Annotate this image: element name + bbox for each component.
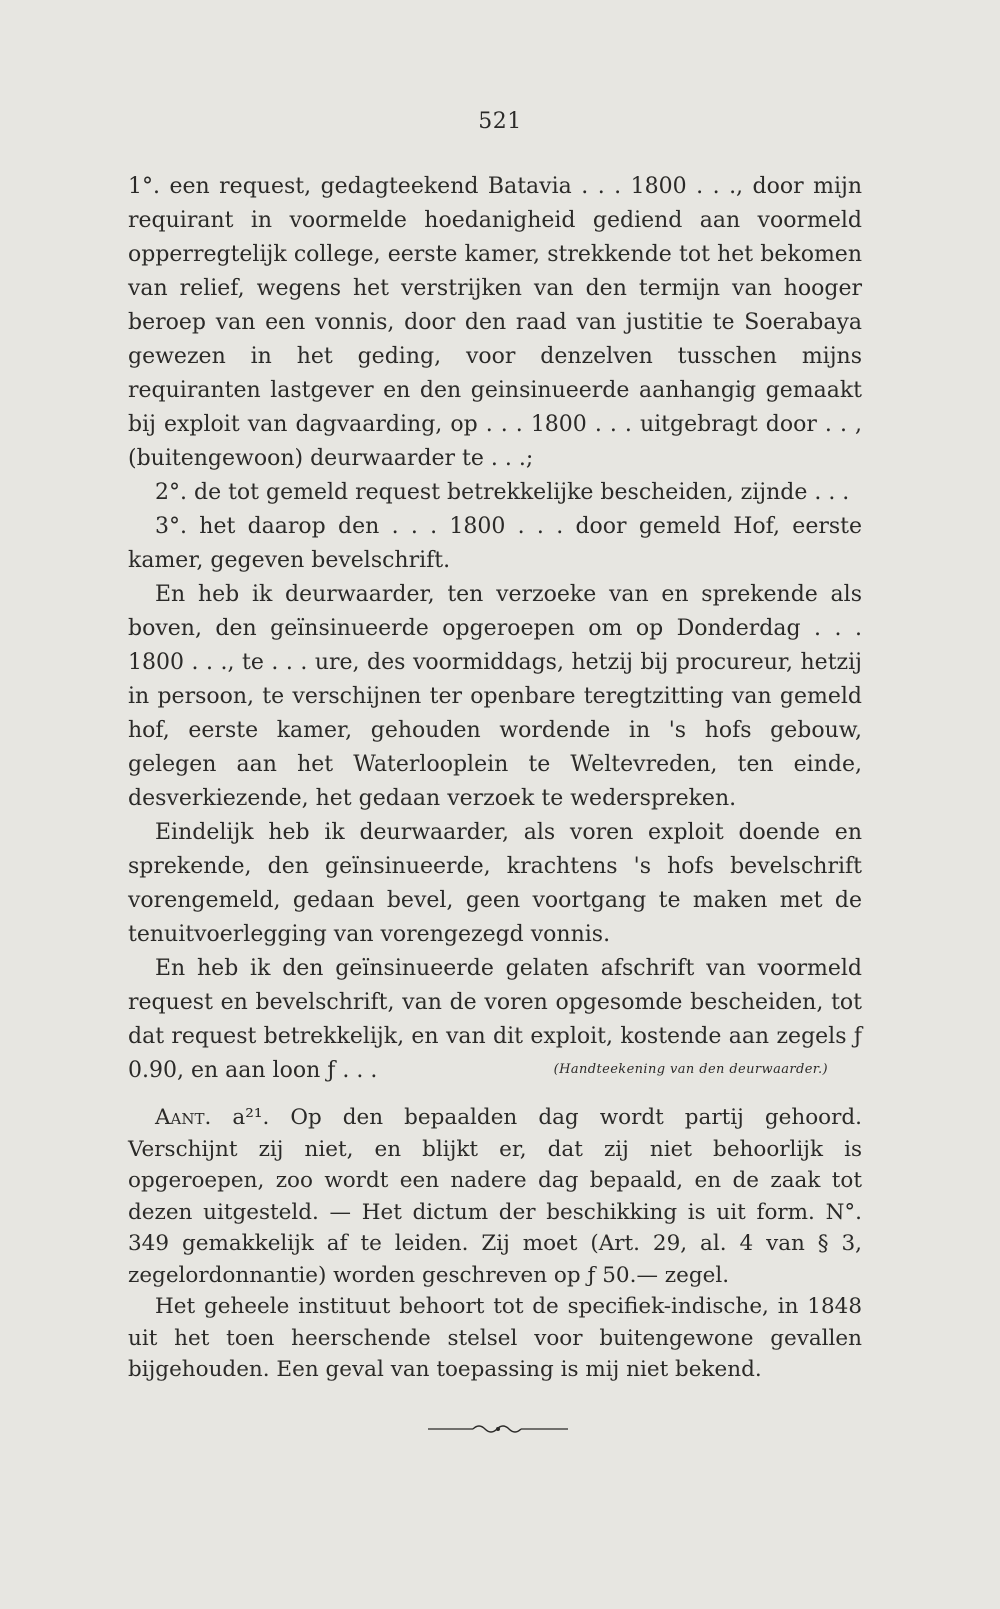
annotation-label: Aant.: [155, 1105, 212, 1130]
paragraph-order: Eindelijk heb ik deurwaarder, als voren exploit doende en sprekende, den geïnsinueerde, krachtens 's hofs bevelschrift vorengemeld, gedaan bevel, geen voortgang te maken met de tenuitvoerlegging van vorengezegd vonnis.: [128, 820, 862, 947]
annotation-paragraph-2: Het geheele instituut behoort tot de specifiek-indische, in 1848 uit het toen heerschende stelsel voor buitengewone gevallen bijgehouden. Een geval van toepassing is mij niet bekend.: [128, 1294, 862, 1382]
paragraph-item-1: 1°. een request, gedagteekend Batavia . . . 1800 . . ., door mijn requirant in voormelde hoedanigheid gediend aan voormeld opperregtelijk college, eerste kamer, strekkende tot het bekomen van relief, wegens het verstrijken van den termijn van hooger beroep van een vonnis, door den raad van justitie te Soerabaya gewezen in het geding, voor denzelven tusschen mijns requiranten lastgever en den geinsinueerde aanhangig gemaakt bij exploit van dagvaarding, op . . . 1800 . . . uitgebragt door . . , (buitengewoon) deurwaarder te . . .;: [128, 174, 862, 471]
signature-line: (Handteekening van den deurwaarder.): [553, 1062, 828, 1077]
paragraph-copy: En heb ik den geïnsinueerde gelaten afschrift van voormeld request en bevelschrift, van de voren opgesomde bescheiden, tot dat request betrekkelijk, en van dit exploit, kostende aan zegels ƒ 0.90, en aan loon ƒ . . .: [128, 956, 862, 1083]
body-text: [128, 170, 862, 1088]
annotation-ref: a²¹.: [232, 1105, 270, 1130]
paragraph-item-2: 2°. de tot gemeld request betrekkelijke bescheiden, zijnde . . .: [155, 480, 850, 505]
paragraph-item-3: 3°. het daarop den . . . 1800 . . . door gemeld Hof, eerste kamer, gegeven bevelschrift.: [128, 514, 862, 573]
annotation-block: [128, 1102, 862, 1386]
annotation-paragraph-1: [128, 1102, 862, 1291]
page-number: 521: [478, 109, 522, 134]
ornament-divider-icon: [428, 1422, 568, 1436]
paragraph-summons: En heb ik deurwaarder, ten verzoeke van en sprekende als boven, den geïnsinueerde opgeroepen om op Donderdag . . . 1800 . . ., te . . . ure, des voormiddags, hetzij bij procureur, hetzij in persoon, te verschijnen ter openbare teregtzitting van gemeld hof, eerste kamer, gehouden wordende in 's hofs gebouw, gelegen aan het Waterlooplein te Weltevreden, ten einde, desverkiezende, het gedaan verzoek te wederspreken.: [128, 582, 862, 811]
annotation-text: Op den bepaalden dag wordt partij gehoord. Verschijnt zij niet, en blijkt er, dat zij niet behoorlijk is opgeroepen, zoo wordt een nadere dag bepaald, en de zaak tot dezen uitgesteld. — Het dictum der beschikking is uit form. N°. 349 gemakkelijk af te leiden. Zij moet (Art. 29, al. 4 van § 3, zegelordonnantie) worden geschreven op ƒ 50.— zegel.: [128, 1105, 862, 1288]
